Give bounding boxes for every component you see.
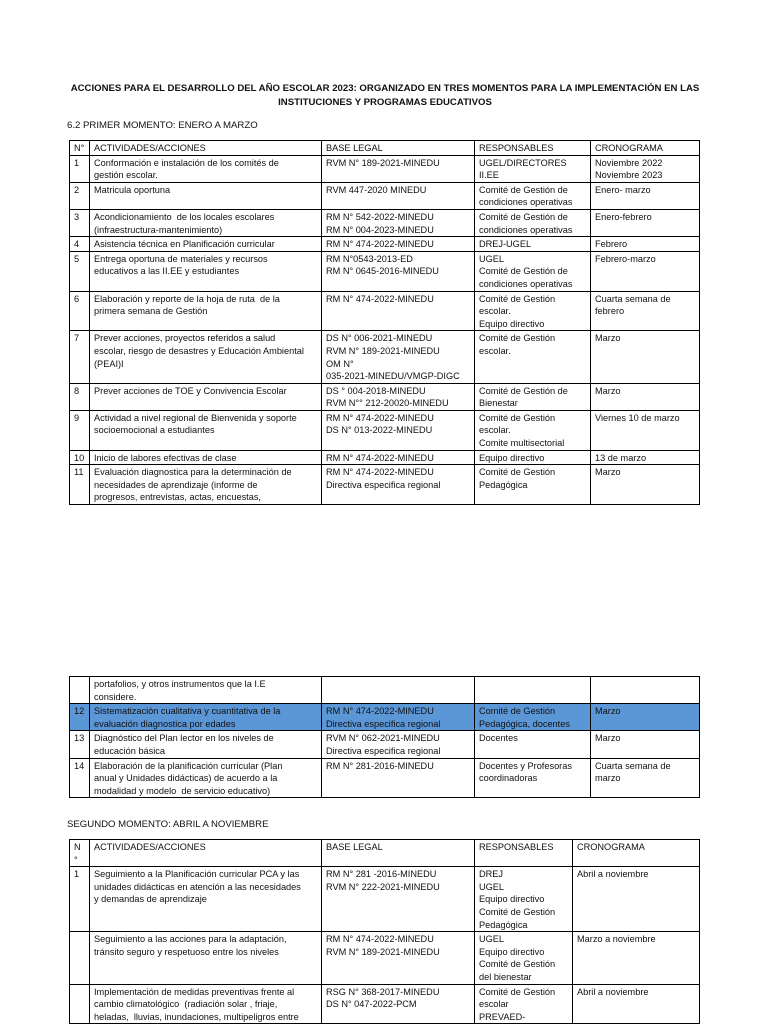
table-row [70,867,700,932]
responsible-cell [475,704,591,731]
schedule-cell [573,932,700,984]
table-row [70,932,700,984]
title-line: INSTITUCIONES Y PROGRAMAS EDUCATIVOS [278,97,492,108]
cell-line: Comité de Gestión [479,333,556,344]
responsible-cell [475,251,591,291]
cell-line: primera semana de Gestión [94,306,208,317]
row-number [70,984,90,1024]
activity-cell [90,867,322,932]
cell-line: Cuarta semana de [595,760,671,771]
activity-cell [90,209,322,236]
cell-line: Abril a noviembre [577,986,649,997]
cell-line: 13 de marzo [595,452,647,463]
cell-line: RVM N° 062-2021-MINEDU [326,733,440,744]
legal-basis-cell [322,984,475,1024]
cell-line: RM N° 004-2023-MINEDU [326,224,434,235]
activity-cell [90,704,322,731]
cell-line: considere. [94,691,137,702]
schedule-cell [591,209,700,236]
cell-line: Conformación e instalación de los comités de [94,157,279,168]
cell-line: progresos, entrevistas, actas, encuestas, [94,492,261,503]
cell-line: RM N°0543-2013-ED [326,253,413,264]
row-number: 11 [70,465,90,505]
activity-cell [90,677,322,704]
schedule-cell [591,237,700,252]
cell-line: unidades didácticas en atención a las necesidades [94,881,301,892]
cell-line: Actividad a nivel regional de Bienvenida y soporte [94,412,297,423]
cell-line: RM N° 474-2022-MINEDU [326,934,434,945]
cell-line: Docentes y Profesoras [479,760,572,771]
activity-cell [90,237,322,252]
legal-basis-cell [322,731,475,758]
legal-basis-cell [322,237,475,252]
cell-line: Docentes [479,733,518,744]
activity-cell [90,251,322,291]
cell-line: RM N° 474-2022-MINEDU [326,412,434,423]
cell-line: RM N° 474-2022-MINEDU [326,239,434,250]
activity-cell [90,291,322,331]
legal-basis-cell [322,677,475,704]
table-row [70,410,700,450]
cell-line: Implementación de medidas preventivas frente al [94,986,295,997]
cell-line: RVM N° 189-2021-MINEDU [326,946,440,957]
row-number: 8 [70,383,90,410]
activity-cell [90,155,322,182]
cell-line: Cuarta semana de [595,293,671,304]
row-number: 1 [70,867,90,932]
cell-line: RM N° 281-2016-MINEDU [326,760,434,771]
row-number: 1 [70,155,90,182]
row-number: 10 [70,450,90,465]
cell-line: ° [74,854,78,865]
cell-line: RVM N°° 212-20020-MINEDU [326,398,449,409]
cell-line: UGEL [479,934,505,945]
cell-line: Diagnóstico del Plan lector en los niveles de [94,733,274,744]
cell-line: DS N° 047-2022-PCM [326,999,417,1010]
table-row [70,155,700,182]
cell-line: RESPONSABLES [479,842,554,852]
cell-line: Elaboración y reporte de la hoja de ruta de la [94,293,280,304]
cell-line: cambio climatológico (radiación solar , friaje, [94,999,278,1010]
column-header [573,840,700,867]
cell-line: OM N° [326,358,354,369]
responsible-cell [475,984,573,1024]
cell-line: Pedagógica, docentes [479,718,570,729]
cell-line: Marzo [595,333,621,344]
legal-basis-cell [322,932,475,984]
cell-line: PREVAED- [479,1011,526,1022]
cell-line: RM N° 0645-2016-MINEDU [326,266,439,277]
cell-line: RVM N° 222-2021-MINEDU [326,881,440,892]
cell-line: Comité de Gestión [479,412,556,423]
cell-line: Comité de Gestión [479,986,556,997]
cell-line: UGEL/DIRECTORES II.EE [479,157,570,181]
cell-line: Comite multisectorial [479,438,565,449]
cell-line: Febrero [595,239,628,250]
row-number: 9 [70,410,90,450]
cell-line: RVM N° 189-2021-MINEDU [326,345,440,356]
cell-line: Equipo directivo [479,946,545,957]
table-row [70,237,700,252]
legal-basis-cell [322,251,475,291]
cell-line: Acondicionamiento de los locales escolares [94,211,275,222]
responsible-cell [475,867,573,932]
responsible-cell [475,331,591,383]
schedule-cell [591,291,700,331]
cell-line: Comité de Gestión de [479,184,568,195]
section1-heading: 6.2 PRIMER MOMENTO: ENERO A MARZO [67,120,258,131]
cell-line: Evaluación diagnostica para la determinación de [94,467,292,478]
schedule-cell [591,731,700,758]
cell-line: RM N° 474-2022-MINEDU [326,293,434,304]
cell-line: del bienestar [479,971,532,982]
row-number: 3 [70,209,90,236]
table-row [70,704,700,731]
cell-line: escolar. [479,345,511,356]
row-number: 4 [70,237,90,252]
row-number: 12 [70,704,90,731]
schedule-cell [573,984,700,1024]
cell-line: DS ° 004-2018-MINEDU [326,385,426,396]
cell-line: Directiva especifica regional [326,745,441,756]
responsible-cell [475,383,591,410]
cell-line: necesidades de aprendizaje (informe de [94,479,258,490]
legal-basis-cell [322,758,475,798]
cell-line: Comité de Gestión [479,467,556,478]
activity-cell [90,410,322,450]
cell-line: RM N° 542-2022-MINEDU [326,211,434,222]
activity-cell [90,758,322,798]
cell-line: Marzo [595,385,621,396]
cell-line: escolar. [479,425,511,436]
activity-cell [90,932,322,984]
cell-line: Pedagógica [479,919,528,930]
table-row [70,758,700,798]
cell-line: escolar. [479,306,511,317]
legal-basis-cell [322,383,475,410]
cell-line: BASE LEGAL [326,842,383,852]
schedule-cell [591,450,700,465]
cell-line: ACTIVIDADES/ACCIONES [94,842,206,852]
cell-line: educativos a las II.EE y estudiantes [94,266,240,277]
cell-line: Enero- marzo [595,184,651,195]
activity-cell [90,984,322,1024]
cell-line: Prever acciones, proyectos referidos a salud [94,333,276,344]
second-moment-table [69,839,700,1024]
cell-line: Matricula oportuna [94,184,171,195]
cell-line: Comité de Gestión [479,293,556,304]
cell-line: Equipo directivo [479,318,545,329]
cell-line: portafolios, y otros instrumentos que la I.E [94,679,266,689]
cell-line: Elaboración de la planificación curricular (Plan [94,760,283,771]
cell-line: UGEL [479,253,505,264]
cell-line: CRONOGRAMA [577,842,645,852]
legal-basis-cell [322,450,475,465]
column-header: RESPONSABLES [475,141,591,156]
cell-line: anual y Unidades didácticas) de acuerdo a la [94,773,278,784]
legal-basis-cell [322,465,475,505]
cell-line: Noviembre 2023 [595,170,663,181]
section2-heading: SEGUNDO MOMENTO: ABRIL A NOVIEMBRE [67,819,269,830]
table-row [70,465,700,505]
schedule-cell [591,758,700,798]
cell-line: Sistematización cualitativa y cuantitativa de la [94,706,281,717]
column-header [90,840,322,867]
cell-line: Abril a noviembre [577,869,649,880]
cell-line: (infraestructura-mantenimiento) [94,224,223,235]
cell-line: Directiva especifica regional [326,479,441,490]
cell-line: Seguimiento a la Planificación curricular PCA y las [94,869,300,880]
schedule-cell [591,677,700,704]
cell-line: RM N° 281 -2016-MINEDU [326,869,437,880]
cell-line: DS N° 006-2021-MINEDU [326,333,433,344]
cell-line: heladas, lluvias, inundaciones, multipeligros entre [94,1011,299,1022]
document-title [70,82,700,110]
legal-basis-cell [322,704,475,731]
responsible-cell [475,677,591,704]
responsible-cell [475,731,591,758]
cell-line: educación básica [94,745,165,756]
row-number: 5 [70,251,90,291]
cell-line: Enero-febrero [595,211,652,222]
cell-line: Directiva especifica regional [326,718,441,729]
cell-line: RM N° 474-2022-MINEDU [326,467,434,478]
schedule-cell [591,410,700,450]
cell-line: Comité de Gestión de [479,385,568,396]
cell-line: Comité de Gestión [479,706,556,717]
cell-line: 035-2021-MINEDU/VMGP-DIGC [326,371,460,382]
cell-line: Comité de Gestión [479,906,556,917]
cell-line: RM N° 474-2022-MINEDU [326,452,434,463]
activity-cell [90,383,322,410]
responsible-cell [475,209,591,236]
table-row [70,984,700,1024]
schedule-cell [591,465,700,505]
schedule-cell [591,251,700,291]
activity-cell [90,731,322,758]
title-line: ACCIONES PARA EL DESARROLLO DEL AÑO ESCOLAR 2023: ORGANIZADO EN TRES MOMENTOS PARA LA IMPLEMENTACIÓN EN LAS [70,83,700,94]
table-header-row [70,141,700,156]
column-header: CRONOGRAMA [591,141,700,156]
column-header [70,840,90,867]
cell-line: Entrega oportuna de materiales y recursos [94,253,268,264]
first-moment-continuation-table [69,676,700,798]
cell-line: Marzo [595,706,621,717]
table-row [70,450,700,465]
responsible-cell [475,758,591,798]
cell-line: RVM 447-2020 MINEDU [326,184,427,195]
table-row [70,731,700,758]
cell-line: Viernes 10 de marzo [595,412,680,423]
legal-basis-cell [322,182,475,209]
responsible-cell [475,182,591,209]
cell-line: condiciones operativas [479,197,573,208]
cell-line: evaluación diagnostica por edades [94,718,236,729]
legal-basis-cell [322,291,475,331]
cell-line: Marzo [595,733,621,744]
cell-line: gestión escolar. [94,170,158,181]
row-number: 6 [70,291,90,331]
cell-line: Noviembre 2022 [595,157,663,168]
cell-line: febrero [595,306,625,317]
cell-line: Comité de Gestión de [479,211,568,222]
legal-basis-cell [322,331,475,383]
responsible-cell [475,155,591,182]
column-header [322,840,475,867]
row-number: 13 [70,731,90,758]
cell-line: Seguimiento a las acciones para la adaptación, [94,934,287,945]
activity-cell [90,182,322,209]
row-number: 14 [70,758,90,798]
cell-line: N [74,842,81,852]
activity-cell [90,465,322,505]
cell-line: RSG N° 368-2017-MINEDU [326,986,440,997]
cell-line: Asistencia técnica en Planificación curricular [94,239,275,250]
row-number: 7 [70,331,90,383]
schedule-cell [573,867,700,932]
table-row [70,182,700,209]
row-number [70,677,90,704]
cell-line: escolar [479,999,509,1010]
cell-line: marzo [595,773,621,784]
schedule-cell [591,383,700,410]
table-row [70,291,700,331]
legal-basis-cell [322,155,475,182]
cell-line: Marzo [595,467,621,478]
cell-line: RM N° 474-2022-MINEDU [326,706,434,717]
table-row [70,251,700,291]
cell-line: condiciones operativas [479,224,573,235]
table-row [70,209,700,236]
cell-line: modalidad y modelo de servicio educativo) [94,785,271,796]
activity-cell [90,450,322,465]
schedule-cell [591,182,700,209]
responsible-cell [475,465,591,505]
cell-line: Inicio de labores efectivas de clase [94,452,237,463]
schedule-cell [591,704,700,731]
cell-line: escolar, riesgo de desastres y Educación Ambiental [94,345,304,356]
table-header-row [70,840,700,867]
cell-line: DREJ-UGEL [479,239,532,250]
cell-line: socioemocional a estudiantes [94,425,215,436]
row-number [70,932,90,984]
cell-line: Equipo directivo [479,894,545,905]
cell-line: RVM N° 189-2021-MINEDU [326,157,440,168]
responsible-cell [475,291,591,331]
cell-line: Comité de Gestión de [479,266,568,277]
schedule-cell [591,331,700,383]
column-header: BASE LEGAL [322,141,475,156]
table-row [70,677,700,704]
cell-line: coordinadoras [479,773,538,784]
responsible-cell [475,410,591,450]
cell-line: (PEAI)I [94,358,124,369]
cell-line: DS N° 013-2022-MINEDU [326,425,433,436]
column-header: ACTIVIDADES/ACCIONES [90,141,322,156]
cell-line: tránsito seguro y respetuoso entre los niveles [94,946,279,957]
cell-line: Febrero-marzo [595,253,656,264]
first-moment-table [69,140,700,505]
legal-basis-cell [322,410,475,450]
cell-line: Bienestar [479,398,518,409]
schedule-cell [591,155,700,182]
cell-line: Marzo a noviembre [577,934,656,945]
cell-line: Equipo directivo [479,452,545,463]
responsible-cell [475,450,591,465]
column-header [475,840,573,867]
table-row [70,383,700,410]
column-header: N° [70,141,90,156]
responsible-cell [475,932,573,984]
cell-line: Prever acciones de TOE y Convivencia Escolar [94,385,287,396]
cell-line: Comité de Gestión [479,959,556,970]
cell-line: Pedagógica [479,479,528,490]
row-number: 2 [70,182,90,209]
activity-cell [90,331,322,383]
legal-basis-cell [322,209,475,236]
cell-line: condiciones operativas [479,278,573,289]
table-row [70,331,700,383]
responsible-cell [475,237,591,252]
cell-line: DREJ [479,869,503,880]
legal-basis-cell [322,867,475,932]
cell-line: y demandas de aprendizaje [94,894,207,905]
cell-line: UGEL [479,881,505,892]
